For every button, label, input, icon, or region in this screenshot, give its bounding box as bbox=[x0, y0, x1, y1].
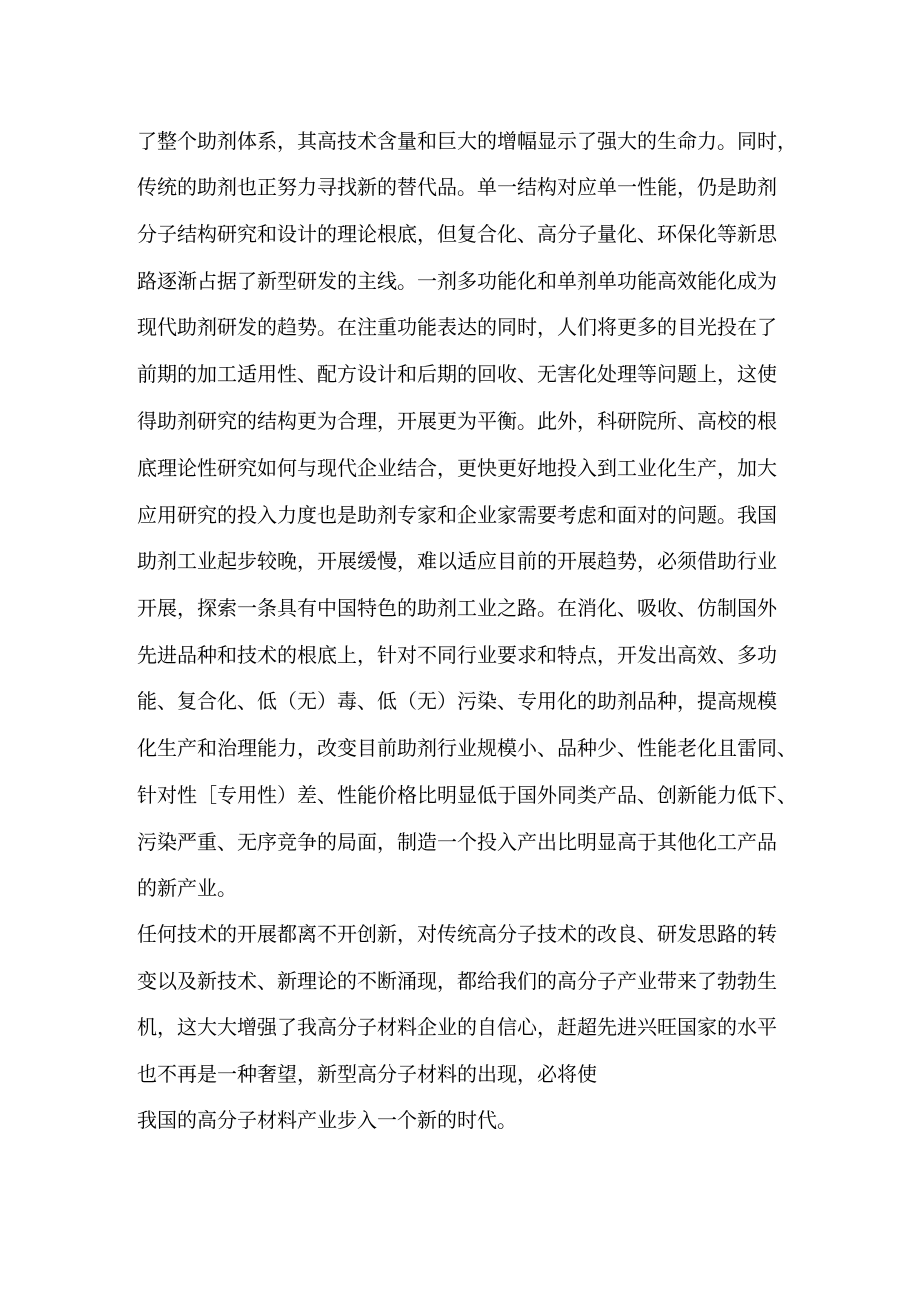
paragraph-line: 变以及新技术、新理论的不断涌现，都给我们的高分子产业带来了勃勃生 bbox=[137, 969, 777, 993]
paragraph-line: 底理论性研究如何与现代企业结合，更快更好地投入到工业化生产，加大 bbox=[137, 456, 777, 480]
paragraph-line: 前期的加工适用性、配方设计和后期的回收、无害化处理等问题上，这使 bbox=[137, 362, 777, 386]
paragraph-line: 现代助剂研发的趋势。在注重功能表达的同时，人们将更多的目光投在了 bbox=[137, 315, 777, 339]
paragraph-line: 能、复合化、低（无）毒、低（无）污染、专用化的助剂品种，提高规模 bbox=[137, 689, 777, 713]
paragraph-line: 化生产和治理能力，改变目前助剂行业规模小、品种少、性能老化且雷同、 bbox=[137, 736, 797, 760]
paragraph-line: 应用研究的投入力度也是助剂专家和企业家需要考虑和面对的问题。我国 bbox=[137, 503, 777, 527]
paragraph-line: 也不再是一种奢望，新型高分子材料的出现，必将使 bbox=[137, 1062, 597, 1086]
paragraph-line: 污染严重、无序竞争的局面，制造一个投入产出比明显高于其他化工产品 bbox=[137, 830, 777, 854]
paragraph-line: 我国的高分子材料产业步入一个新的时代。 bbox=[137, 1108, 517, 1132]
paragraph-line: 路逐渐占据了新型研发的主线。一剂多功能化和单剂单功能高效能化成为 bbox=[137, 269, 777, 293]
paragraph-line: 得助剂研究的结构更为合理，开展更为平衡。此外，科研院所、高校的根 bbox=[137, 409, 777, 433]
paragraph-line: 先进品种和技术的根底上，针对不同行业要求和特点，开发出高效、多功 bbox=[137, 643, 777, 667]
paragraph-line: 了整个助剂体系，其高技术含量和巨大的增幅显示了强大的生命力。同时， bbox=[137, 129, 797, 153]
paragraph-line: 分子结构研究和设计的理论根底，但复合化、高分子量化、环保化等新思 bbox=[137, 222, 777, 246]
paragraph-line: 针对性［专用性）差、性能价格比明显低于国外同类产品、创新能力低下、 bbox=[137, 783, 797, 807]
paragraph-line: 助剂工业起步较晚，开展缓慢，难以适应目前的开展趋势，必须借助行业 bbox=[137, 549, 777, 573]
paragraph-line: 开展，探索一条具有中国特色的助剂工业之路。在消化、吸收、仿制国外 bbox=[137, 596, 777, 620]
paragraph-line: 机，这大大增强了我高分子材料企业的自信心，赶超先进兴旺国家的水平 bbox=[137, 1015, 777, 1039]
paragraph-line: 的新产业。 bbox=[137, 876, 237, 900]
paragraph-line: 传统的助剂也正努力寻找新的替代品。单一结构对应单一性能，仍是助剂 bbox=[137, 175, 777, 199]
paragraph-line: 任何技术的开展都离不开创新，对传统高分子技术的改良、研发思路的转 bbox=[137, 922, 777, 946]
